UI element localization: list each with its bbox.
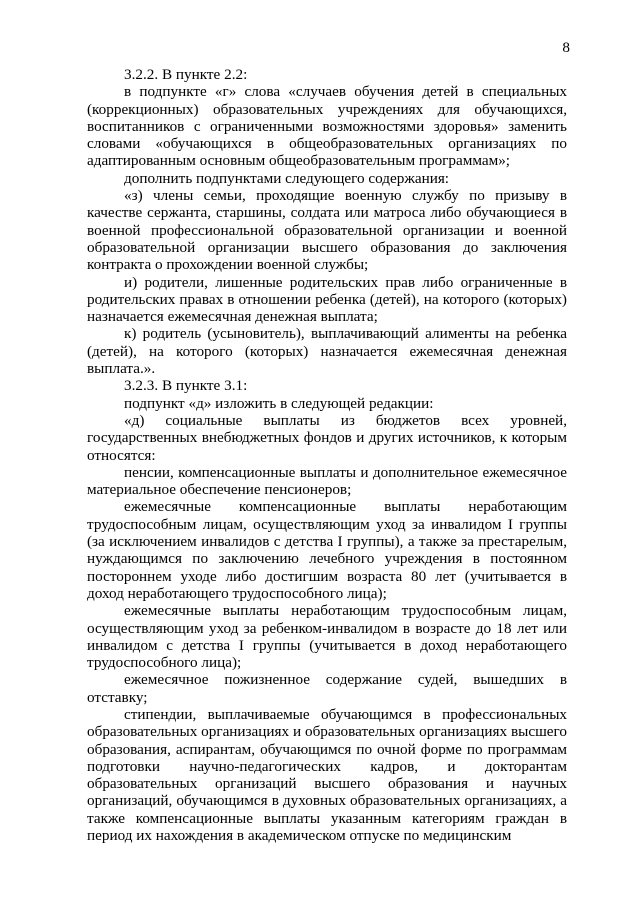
- paragraph-subpoint-i: и) родители, лишенные родительских прав либо ограниченные в родительских правах в отношении ребенка (детей), на которого (которых) назначается ежемесячная денежная выплата;: [87, 273, 567, 326]
- paragraph-subpoint-g: в подпункте «г» слова «случаев обучения детей в специальных (коррекционных) образовательных учреждениях для обучающихся, воспитанников с ограниченными возможностями здоровья» заменить словами «обучающихся в общеобразовательных организациях по адаптированным основным общеобразовательным программам»;: [87, 83, 567, 170]
- paragraph-pensions: пенсии, компенсационные выплаты и дополнительное ежемесячное материальное обеспечение пенсионеров;: [87, 463, 567, 499]
- paragraph-stipends: стипендии, выплачиваемые обучающимся в профессиональных образовательных организациях и образовательных организациях высшего образования, аспирантам, обучающимся по очной форме по программам подготовки научно-педагогических кадров, и докторантам образовательных организаций высшего образования и научных организаций, обучающимся в духовных образовательных организациях, а также компенсационные выплаты указанным категориям граждан в период их нахождения в академическом отпуске по медицинским: [87, 705, 567, 845]
- paragraph-3-2-3-heading: 3.2.3. В пункте 3.1:: [124, 377, 248, 395]
- paragraph-subpoint-k: к) родитель (усыновитель), выплачивающий алименты на ребенка (детей), на которого (которых) назначается ежемесячная денежная выплата.».: [87, 325, 567, 378]
- document-body: [87, 66, 567, 844]
- page-number: 8: [562, 39, 570, 56]
- paragraph-add-subpoints: дополнить подпунктами следующего содержания:: [124, 169, 450, 187]
- paragraph-judges-allowance: ежемесячное пожизненное содержание судей, вышедших в отставку;: [87, 671, 567, 706]
- paragraph-subpoint-z: «з) члены семьи, проходящие военную службу по призыву в качестве сержанта, старшины, солдата или матроса либо обучающиеся в военной профессиональной образовательной организации и военной образовательной организации высшего образования до заключения контракта о прохождении военной службы;: [87, 187, 567, 274]
- paragraph-child-care-payments: ежемесячные выплаты неработающим трудоспособным лицам, осуществляющим уход за ребенком-инвалидом в возрасте до 18 лет или инвалидом с детства I группы (учитывается в доход неработающего трудоспособного лица);: [87, 602, 567, 672]
- paragraph-subpoint-d-intro: подпункт «д» изложить в следующей редакции:: [124, 394, 434, 412]
- paragraph-3-2-2-heading: 3.2.2. В пункте 2.2:: [124, 66, 248, 83]
- paragraph-subpoint-d: «д) социальные выплаты из бюджетов всех уровней, государственных внебюджетных фондов и других источников, к которым относятся:: [87, 411, 567, 464]
- paragraph-care-compensation: ежемесячные компенсационные выплаты неработающим трудоспособным лицам, осуществляющим уход за инвалидом I группы (за исключением инвалидов с детства I группы), а также за престарелым, нуждающимся по заключению лечебного учреждения в постоянном постороннем уходе либо достигшим возраста 80 лет (учитывается в доход неработающего трудоспособного лица);: [87, 498, 567, 602]
